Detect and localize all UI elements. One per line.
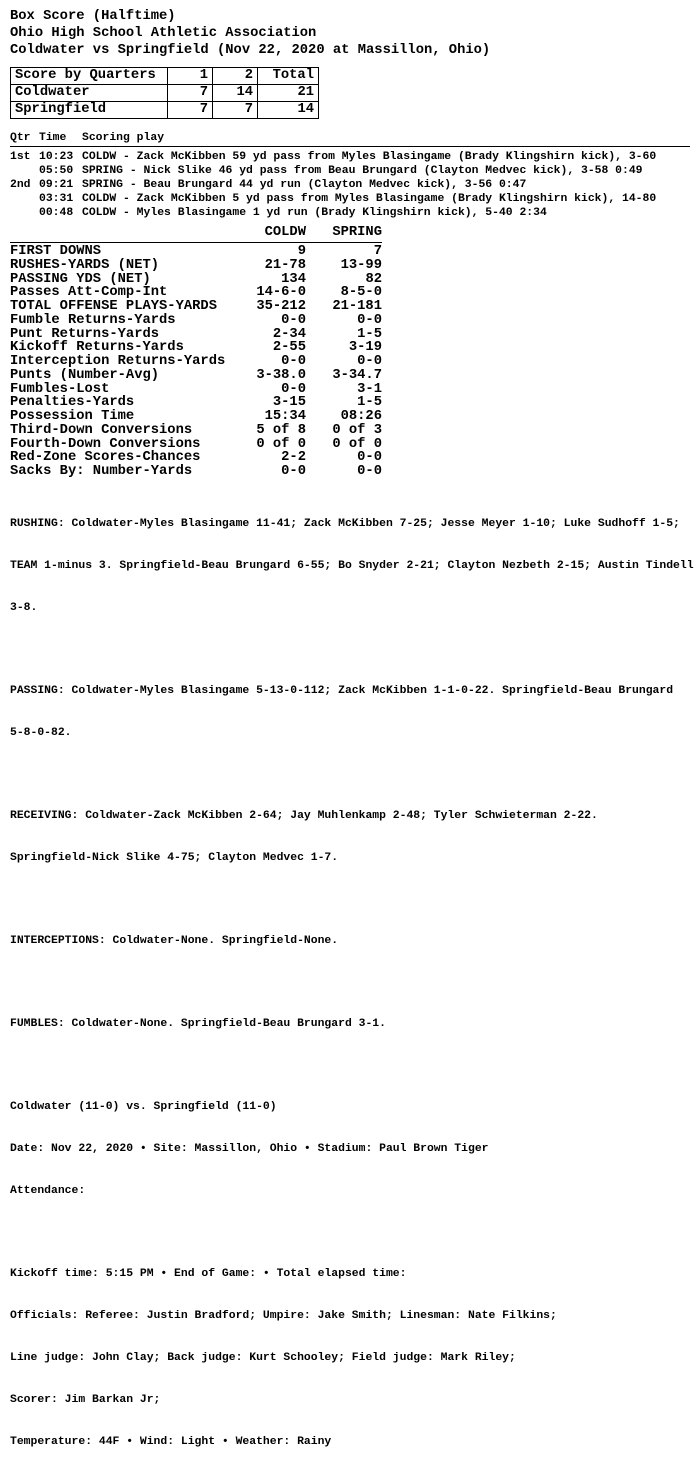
stat-coldw: 0-0 xyxy=(281,381,306,397)
matchup-line: Coldwater vs Springfield (Nov 22, 2020 at Massillon, Ohio) xyxy=(10,43,491,58)
stat-row xyxy=(10,369,382,383)
visitor-column-header: COLDW xyxy=(264,225,306,240)
quarters-header-q2: 2 xyxy=(213,68,258,85)
scoring-play-row xyxy=(10,150,690,164)
note-line: FUMBLES: Coldwater-None. Springfield-Beau Brungard 3-1. xyxy=(10,1017,386,1030)
play-time: 10:23 xyxy=(39,151,74,163)
attendance-line: Attendance: xyxy=(10,1184,86,1197)
stat-label: Sacks By: Number-Yards xyxy=(10,464,193,479)
team-name: Coldwater xyxy=(11,85,168,102)
play-desc: COLDW - Zack McKibben 59 yd pass from Myles Blasingame (Brady Klingshirn kick), 3-60 xyxy=(82,151,657,163)
q2-score: 14 xyxy=(213,85,258,102)
stat-spring: 21-181 xyxy=(332,299,382,314)
note-line: RUSHING: Coldwater-Myles Blasingame 11-41; Zack McKibben 7-25; Jesse Meyer 1-10; Luke Sudhoff 1-5; xyxy=(10,517,680,530)
association-line: Ohio High School Athletic Association xyxy=(10,26,317,41)
scoring-play-row xyxy=(10,206,690,220)
stat-coldw: 15:34 xyxy=(264,409,306,424)
note-line: 5-8-0-82. xyxy=(10,726,72,739)
scoring-plays-section xyxy=(10,131,690,220)
scoring-col-time: Time xyxy=(39,132,67,144)
stat-label: Fourth-Down Conversions xyxy=(10,436,201,452)
note-line: Springfield-Nick Slike 4-75; Clayton Medvec 1-7. xyxy=(10,851,339,864)
date-site-stadium-line: Date: Nov 22, 2020 • Site: Massillon, Ohio • Stadium: Paul Brown Tiger xyxy=(10,1142,489,1155)
stat-coldw: 14-6-0 xyxy=(256,285,306,301)
play-desc: COLDW - Myles Blasingame 1 yd run (Brady Klingshirn kick), 5-40 2:34 xyxy=(82,207,547,219)
stat-spring: 8-5-0 xyxy=(340,285,382,301)
note-line: PASSING: Coldwater-Myles Blasingame 5-13-0-112; Zack McKibben 1-1-0-22. Springfield-Beau Brungard xyxy=(10,684,674,697)
quarters-row-coldwater xyxy=(11,85,319,102)
scoring-play-row xyxy=(10,192,690,206)
stat-coldw: 0-0 xyxy=(281,464,306,479)
officials-line: Officials: Referee: Justin Bradford; Umpire: Jake Smith; Linesman: Nate Filkins; xyxy=(10,1309,557,1322)
q1-score: 7 xyxy=(168,102,213,119)
quarters-row-springfield xyxy=(11,102,319,119)
judges-line: Line judge: John Clay; Back judge: Kurt Schooley; Field judge: Mark Riley; xyxy=(10,1351,516,1364)
matchup-records-line: Coldwater (11-0) vs. Springfield (11-0) xyxy=(10,1100,277,1113)
play-qtr: 1st xyxy=(10,151,31,163)
stat-label: Fumbles-Lost xyxy=(10,381,110,397)
report-title: Box Score (Halftime) xyxy=(10,9,176,24)
stat-row xyxy=(10,314,382,328)
quarters-header-row xyxy=(11,68,319,85)
play-desc: SPRING - Beau Brungard 44 yd run (Clayton Medvec kick), 3-56 0:47 xyxy=(82,179,527,191)
play-time: 00:48 xyxy=(39,207,74,219)
note-line: TEAM 1-minus 3. Springfield-Beau Brungard 6-55; Bo Snyder 2-21; Clayton Nezbeth 2-15; Austin Tindell xyxy=(10,559,694,572)
rushing-note xyxy=(10,489,694,643)
note-line: RECEIVING: Coldwater-Zack McKibben 2-64; Jay Muhlenkamp 2-48; Tyler Schwieterman 2-22. xyxy=(10,809,598,822)
stat-spring: 0 of 0 xyxy=(332,436,382,452)
quarters-header-total: Total xyxy=(258,68,319,85)
stat-label: Kickoff Returns-Yards xyxy=(10,340,184,356)
stat-label: Penalties-Yards xyxy=(10,395,135,411)
stat-spring: 0-0 xyxy=(357,354,382,369)
stat-label: FIRST DOWNS xyxy=(10,244,102,259)
stat-spring: 3-19 xyxy=(348,340,382,356)
scorer-line: Scorer: Jim Barkan Jr; xyxy=(10,1393,161,1406)
conditions-line: Temperature: 44F • Wind: Light • Weather: Rainy xyxy=(10,1435,332,1448)
stat-row xyxy=(10,355,382,369)
stat-label: Passes Att-Comp-Int xyxy=(10,285,168,301)
score-by-quarters-table xyxy=(10,67,319,119)
stat-label: Fumble Returns-Yards xyxy=(10,312,176,328)
stat-label: TOTAL OFFENSE PLAYS-YARDS xyxy=(10,299,217,314)
kickoff-line: Kickoff time: 5:15 PM • End of Game: • Total elapsed time: xyxy=(10,1267,407,1280)
stat-coldw: 3-15 xyxy=(272,395,306,411)
stat-row xyxy=(10,259,382,273)
stat-spring: 13-99 xyxy=(340,257,382,273)
stat-label: Punt Returns-Yards xyxy=(10,326,160,342)
stat-coldw: 9 xyxy=(297,244,306,259)
stat-label: Third-Down Conversions xyxy=(10,422,193,438)
q1-score: 7 xyxy=(168,85,213,102)
scoring-col-qtr: Qtr xyxy=(10,132,31,144)
stat-spring: 1-5 xyxy=(357,395,382,411)
page-header xyxy=(10,8,690,59)
play-qtr: 2nd xyxy=(10,179,31,191)
play-qtr xyxy=(10,164,39,178)
total-score: 21 xyxy=(258,85,319,102)
play-qtr xyxy=(10,206,39,220)
fumbles-note xyxy=(10,989,690,1059)
stat-spring: 08:26 xyxy=(340,409,382,424)
stat-row xyxy=(10,424,382,438)
quarters-header-label: Score by Quarters xyxy=(11,68,168,85)
stat-coldw: 3-38.0 xyxy=(256,367,306,383)
stat-label: Punts (Number-Avg) xyxy=(10,367,160,383)
stat-coldw: 0-0 xyxy=(281,312,306,328)
stats-header-row xyxy=(10,226,382,243)
stats-header-spacer xyxy=(10,226,246,240)
stat-row xyxy=(10,286,382,300)
stat-row xyxy=(10,300,382,314)
scoring-play-row xyxy=(10,178,690,192)
stat-label: RUSHES-YARDS (NET) xyxy=(10,257,160,273)
stat-coldw: 134 xyxy=(281,271,306,287)
team-statistics-section xyxy=(10,226,382,479)
stat-spring: 0-0 xyxy=(357,464,382,479)
stat-coldw: 5 of 8 xyxy=(256,422,306,438)
play-time: 09:21 xyxy=(39,179,74,191)
game-info-block xyxy=(10,1072,690,1226)
stat-coldw: 0 of 0 xyxy=(256,436,306,452)
stat-spring: 0-0 xyxy=(357,450,382,466)
play-desc: COLDW - Zack McKibben 5 yd pass from Myles Blasingame (Brady Klingshirn kick), 14-80 xyxy=(82,193,657,205)
total-score: 14 xyxy=(258,102,319,119)
home-column-header: SPRING xyxy=(332,225,382,240)
stat-coldw: 2-34 xyxy=(272,326,306,342)
play-time: 03:31 xyxy=(39,193,74,205)
game-admin-block xyxy=(10,1239,690,1477)
q2-score: 7 xyxy=(213,102,258,119)
stat-coldw: 35-212 xyxy=(256,299,306,314)
stat-spring: 1-5 xyxy=(357,326,382,342)
stat-row xyxy=(10,396,382,410)
play-qtr xyxy=(10,192,39,206)
team-name: Springfield xyxy=(11,102,168,119)
note-line: INTERCEPTIONS: Coldwater-None. Springfield-None. xyxy=(10,934,339,947)
stat-label: Red-Zone Scores-Chances xyxy=(10,450,201,466)
stat-coldw: 2-55 xyxy=(272,340,306,356)
stat-row xyxy=(10,465,382,479)
stat-coldw: 21-78 xyxy=(264,257,306,273)
quarters-header-q1: 1 xyxy=(168,68,213,85)
stat-label: PASSING YDS (NET) xyxy=(10,271,151,287)
stat-coldw: 0-0 xyxy=(281,354,306,369)
play-desc: SPRING - Nick Slike 46 yd pass from Beau Brungard (Clayton Medvec kick), 3-58 0:49 xyxy=(82,165,643,177)
stat-row xyxy=(10,410,382,424)
stat-row xyxy=(10,451,382,465)
scoring-play-row xyxy=(10,164,690,178)
stat-row xyxy=(10,245,382,259)
stat-label: Interception Returns-Yards xyxy=(10,354,226,369)
stat-label: Possession Time xyxy=(10,409,135,424)
stat-spring: 0 of 3 xyxy=(332,422,382,438)
interceptions-note xyxy=(10,906,690,976)
stat-spring: 0-0 xyxy=(357,312,382,328)
stat-spring: 7 xyxy=(373,244,382,259)
note-line: 3-8. xyxy=(10,601,38,614)
stat-spring: 3-1 xyxy=(357,381,382,397)
stat-spring: 82 xyxy=(365,271,382,287)
stat-spring: 3-34.7 xyxy=(332,367,382,383)
stat-coldw: 2-2 xyxy=(281,450,306,466)
passing-note xyxy=(10,656,690,768)
stat-row xyxy=(10,341,382,355)
scoring-col-play: Scoring play xyxy=(82,132,165,144)
receiving-note xyxy=(10,781,690,893)
stat-row xyxy=(10,273,382,287)
play-time: 05:50 xyxy=(39,165,74,177)
scoring-header-row xyxy=(10,131,690,147)
